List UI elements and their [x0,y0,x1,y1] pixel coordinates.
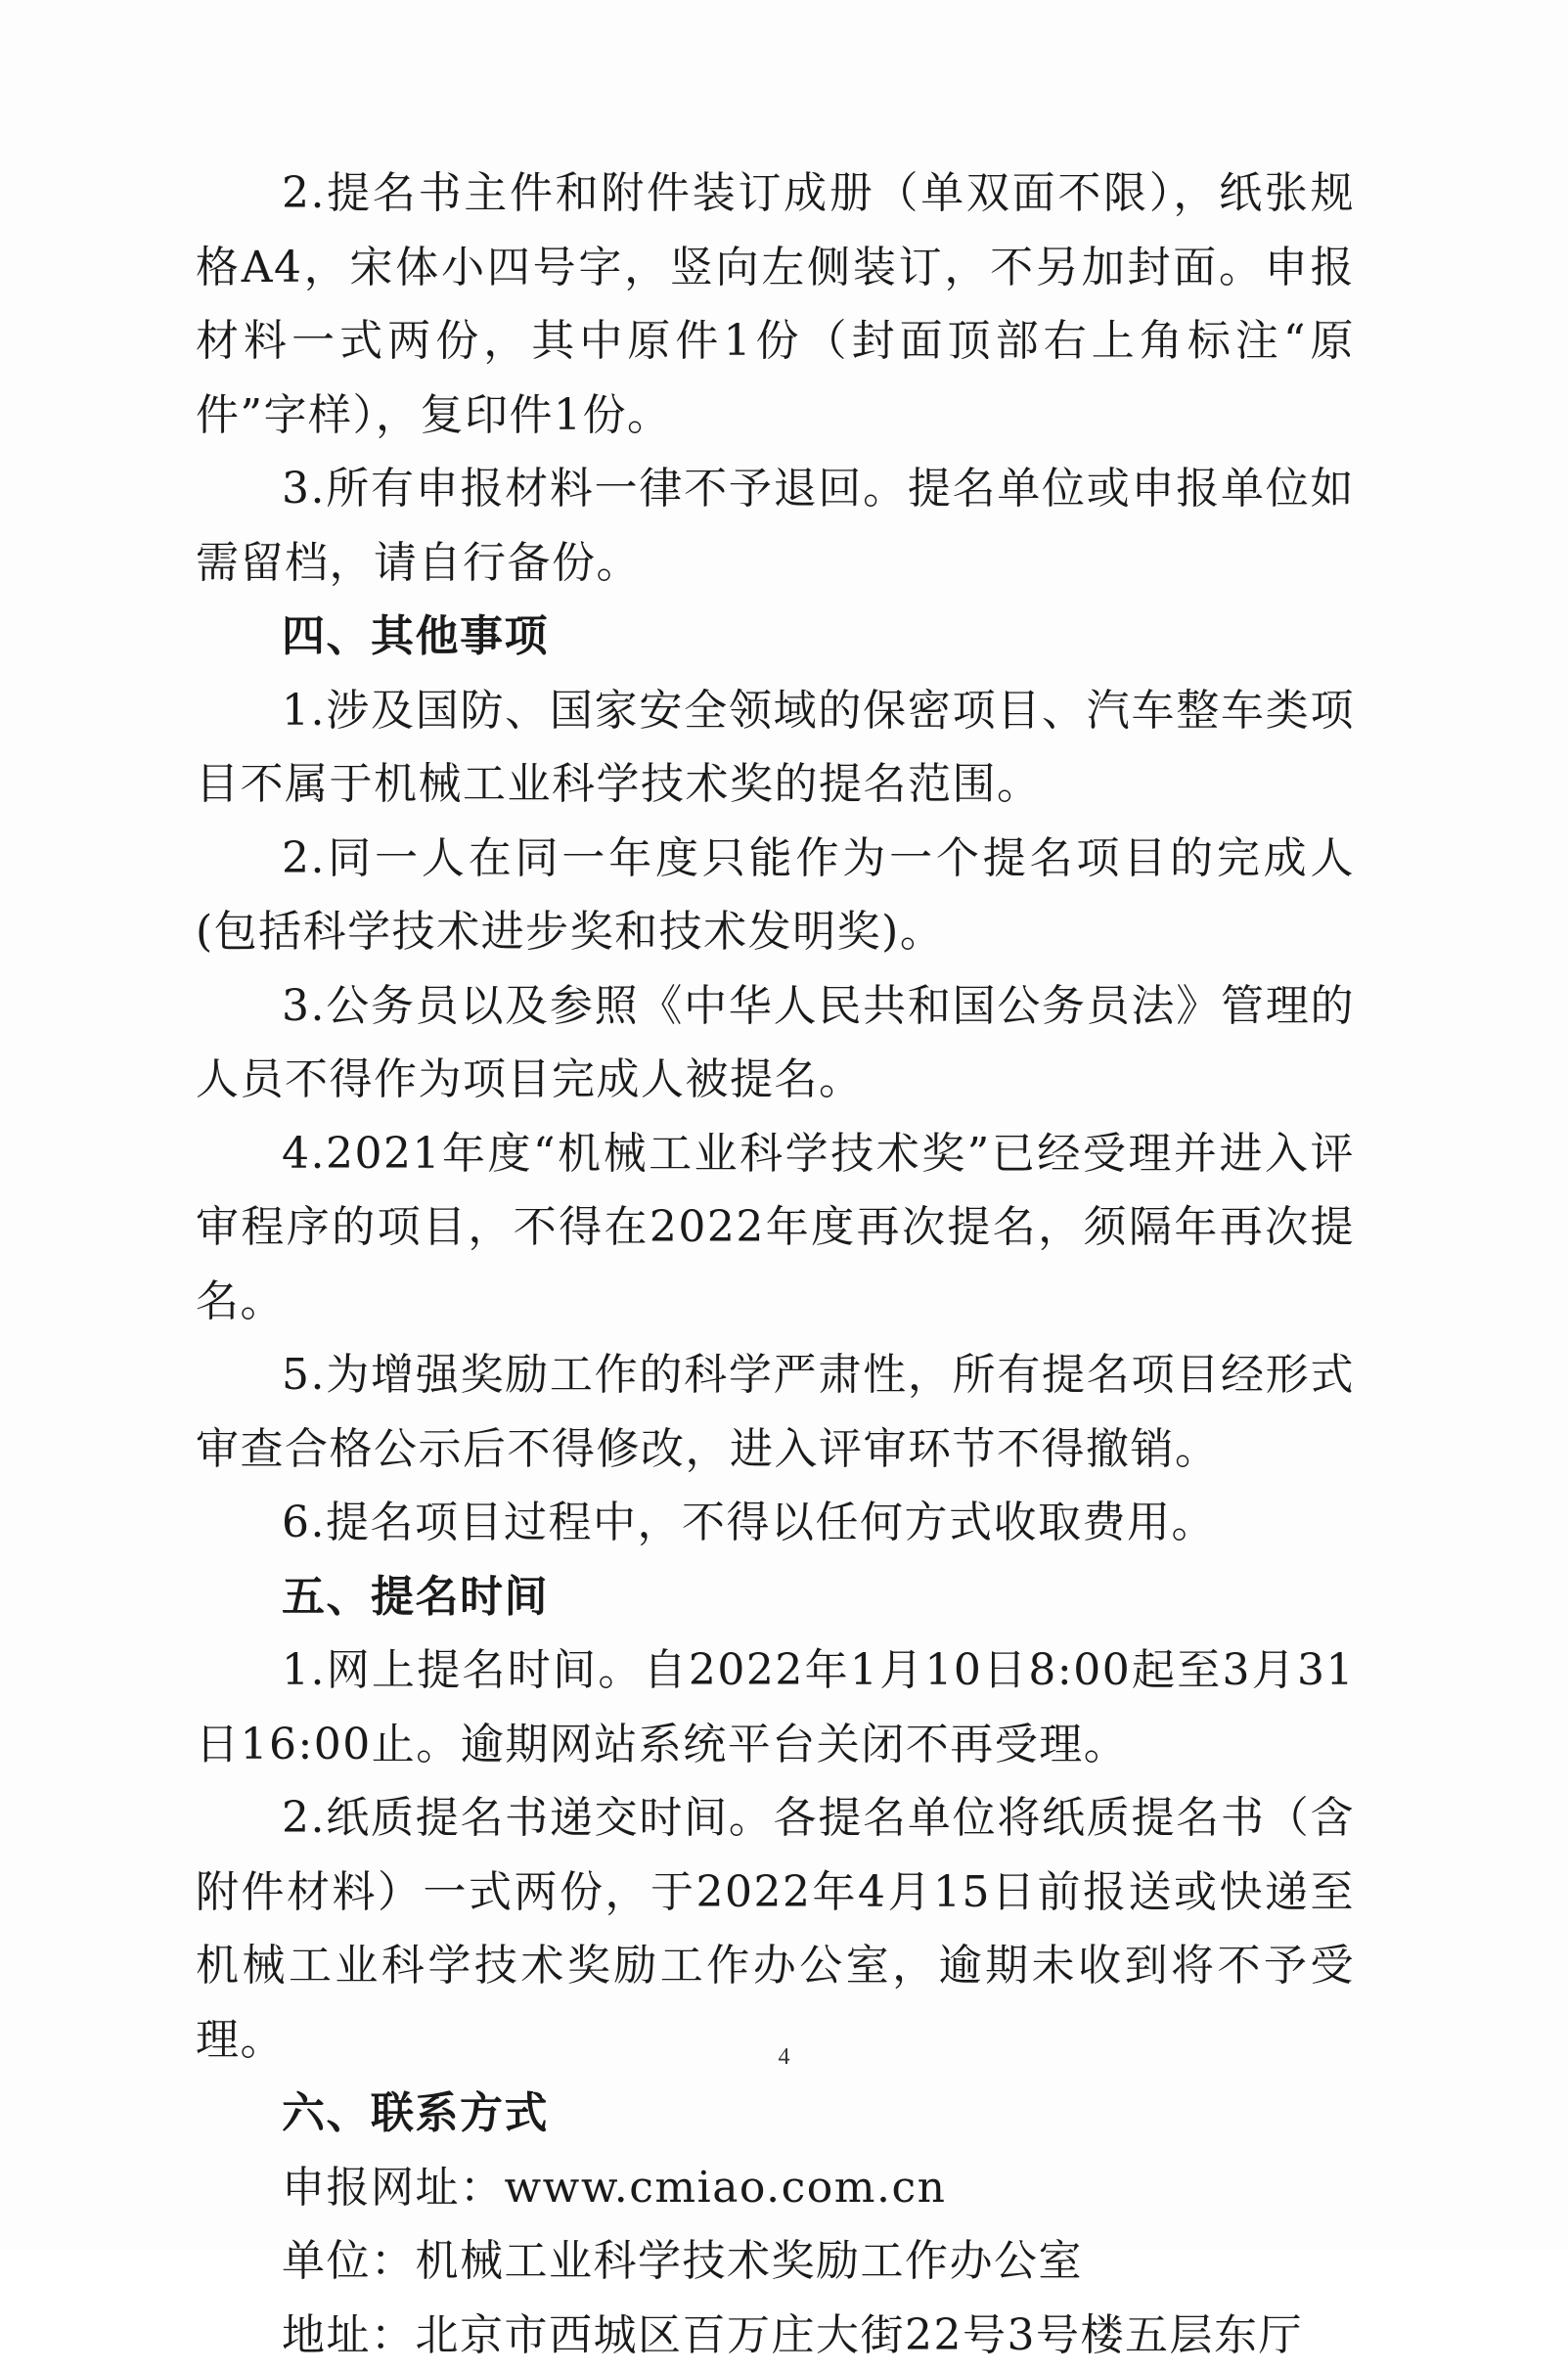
paragraph-time-1: 1.网上提名时间。自2022年1月10日8:00起至3月31日16:00止。逾期网站系统平台关闭不再受理。 [196,1634,1355,1781]
contact-address: 地址：北京市西城区百万庄大街22号3号楼五层东厅 [196,2299,1355,2372]
paragraph-no-return: 3.所有申报材料一律不予退回。提名单位或申报单位如需留档，请自行备份。 [196,452,1355,600]
paragraph-other-3: 3.公务员以及参照《中华人民共和国公务员法》管理的人员不得作为项目完成人被提名。 [196,969,1355,1117]
page-number: 4 [0,2044,1568,2071]
paragraph-time-2: 2.纸质提名书递交时间。各提名单位将纸质提名书（含附件材料）一式两份，于2022年4月15日前报送或快递至机械工业科学技术奖励工作办公室，逾期未收到将不予受理。 [196,1781,1355,2077]
paragraph-other-6: 6.提名项目过程中，不得以任何方式收取费用。 [196,1486,1355,1560]
section-heading-nomination-time: 五、提名时间 [196,1560,1355,1634]
paragraph-other-4: 4.2021年度“机械工业科学技术奖”已经受理并进入评审程序的项目，不得在2022年度再次提名，须隔年再次提名。 [196,1117,1355,1339]
section-heading-contact: 六、联系方式 [196,2077,1355,2151]
paragraph-other-5: 5.为增强奖励工作的科学严肃性，所有提名项目经形式审查合格公示后不得修改，进入评审环节不得撤销。 [196,1338,1355,1486]
contact-organization: 单位：机械工业科学技术奖励工作办公室 [196,2224,1355,2299]
paragraph-other-1: 1.涉及国防、国家安全领域的保密项目、汽车整车类项目不属于机械工业科学技术奖的提名范围。 [196,674,1355,822]
paragraph-other-2: 2.同一人在同一年度只能作为一个提名项目的完成人(包括科学技术进步奖和技术发明奖)。 [196,822,1355,969]
document-body [196,157,1355,2372]
contact-website: 申报网址：www.cmiao.com.cn [196,2151,1355,2225]
paragraph-binding-requirements: 2.提名书主件和附件装订成册（单双面不限），纸张规格A4，宋体小四号字，竖向左侧装订，不另加封面。申报材料一式两份，其中原件1份（封面顶部右上角标注“原件”字样），复印件1份。 [196,157,1355,452]
section-heading-other-matters: 四、其他事项 [196,600,1355,674]
